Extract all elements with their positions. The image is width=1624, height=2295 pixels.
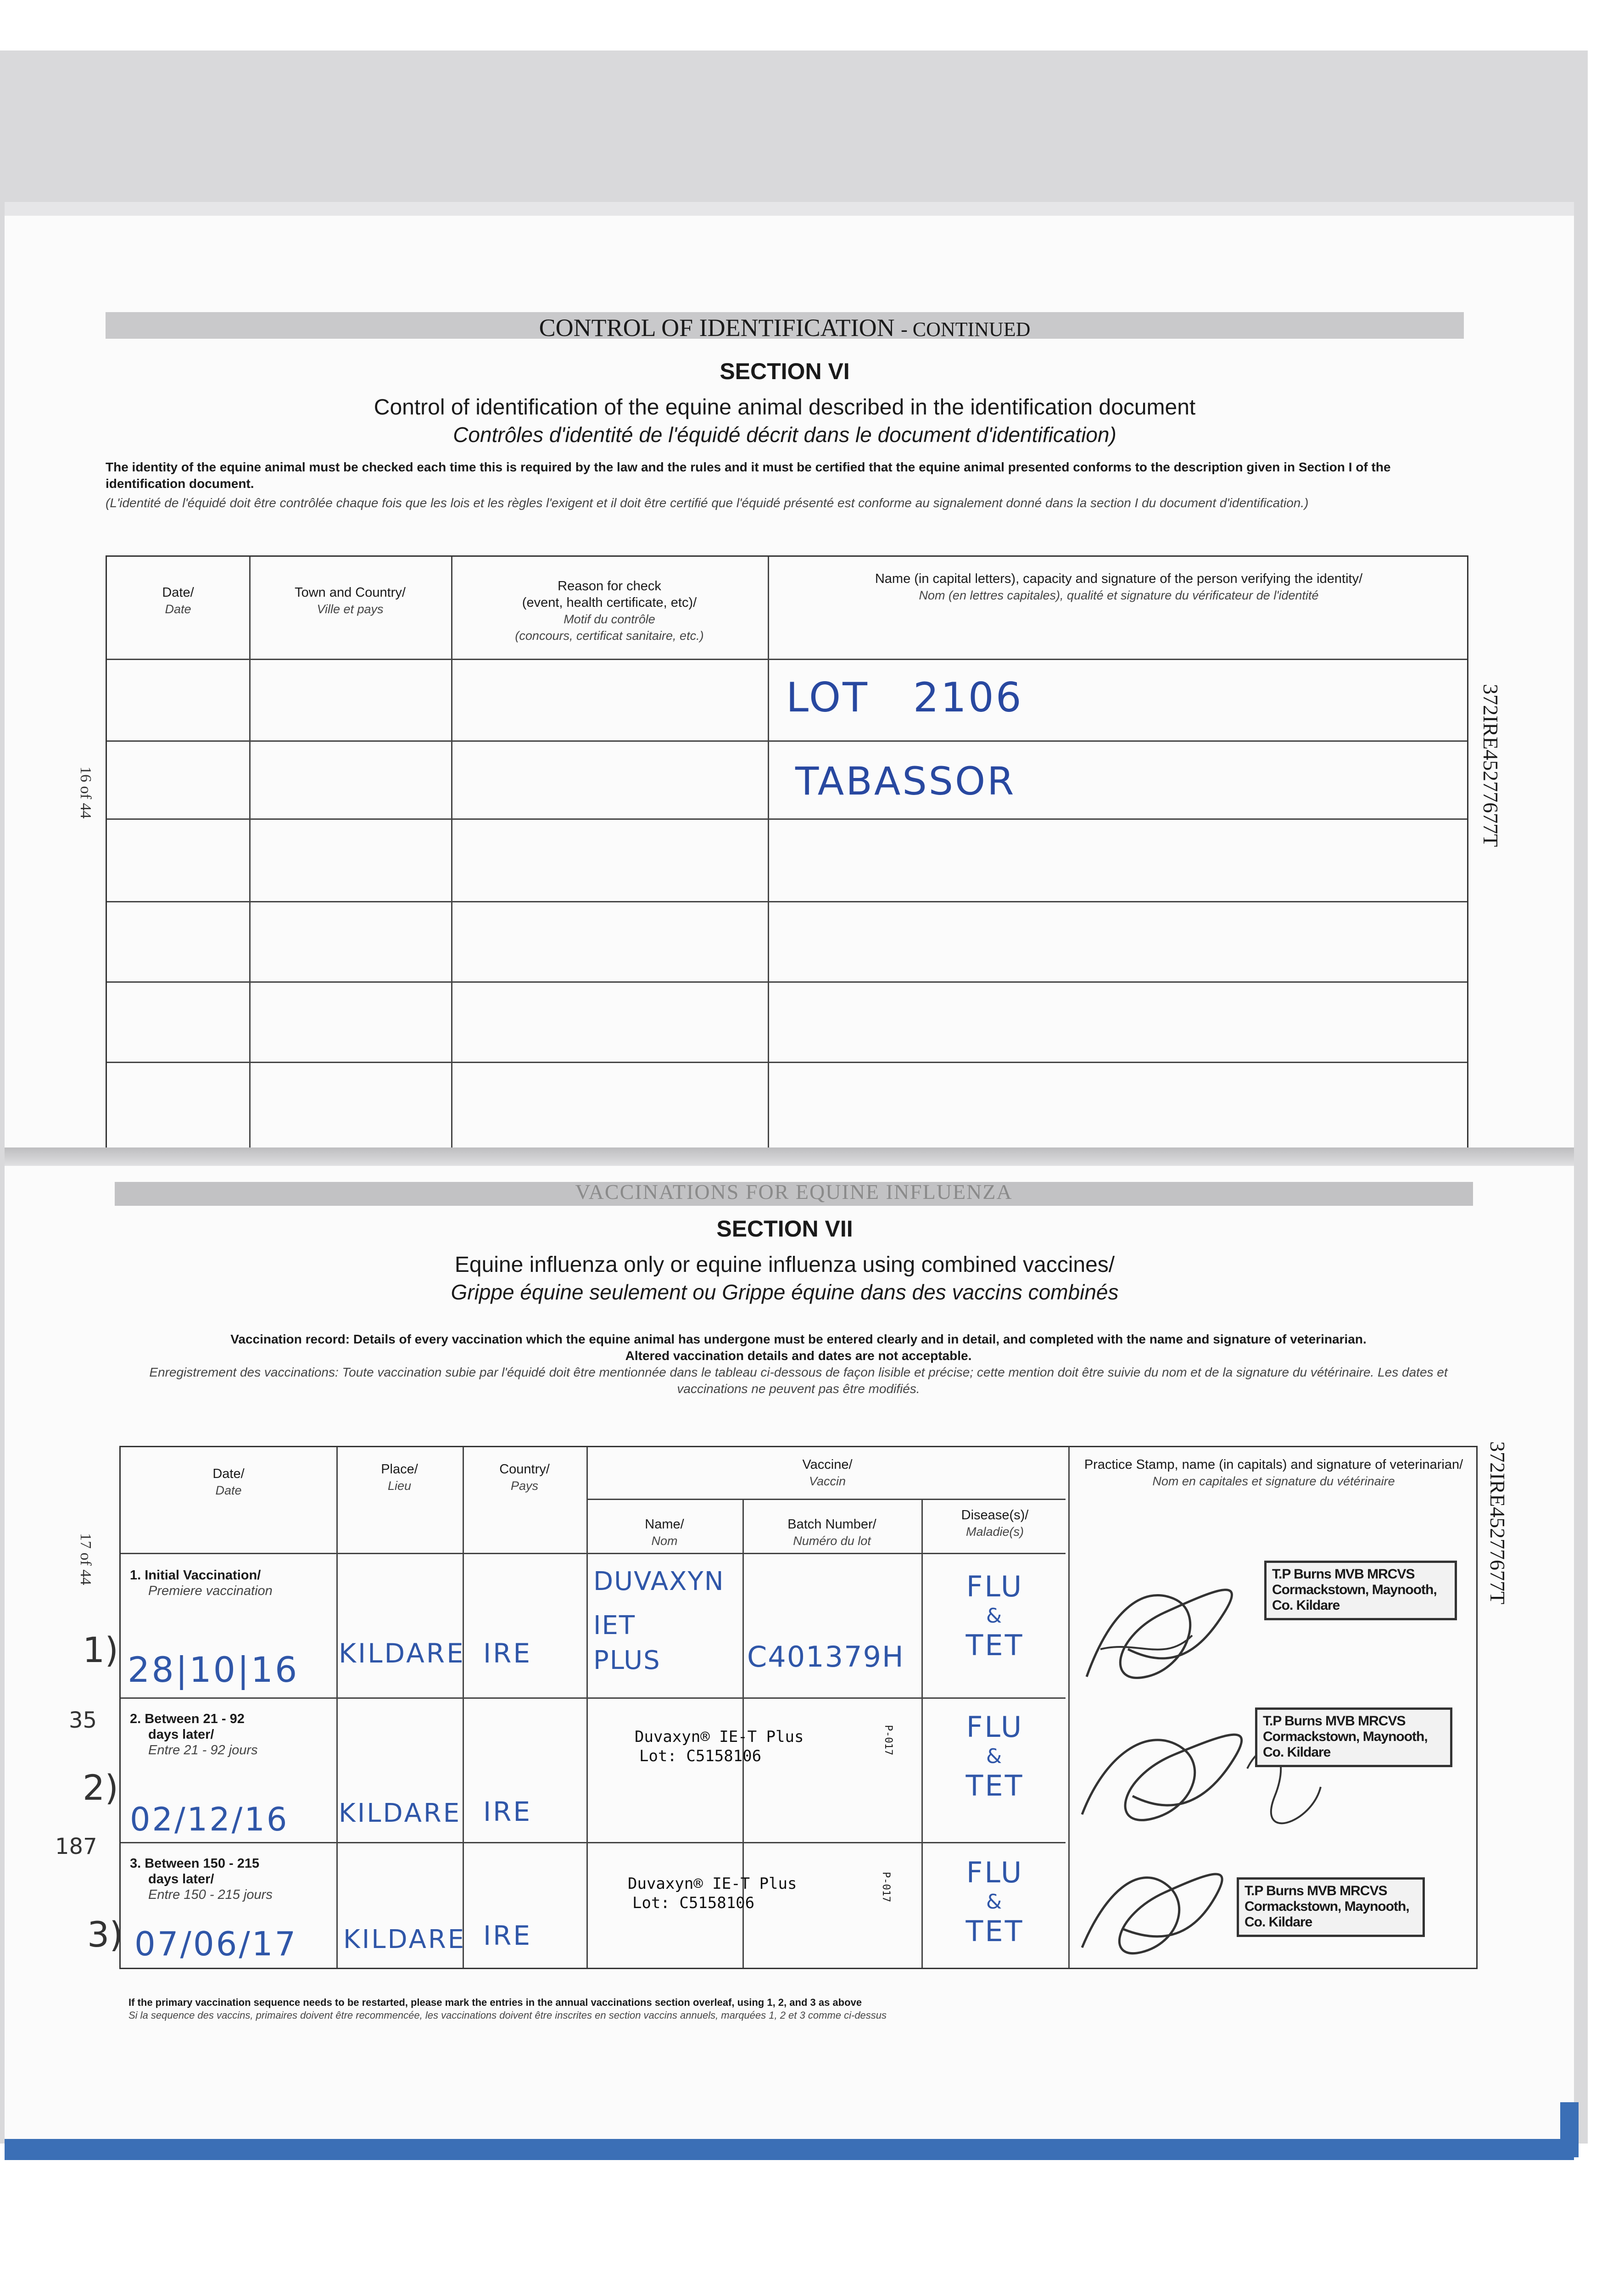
header-batch-number: Batch Number/ Numéro du lot <box>787 1517 876 1548</box>
booklet-cover-side <box>1560 2102 1579 2157</box>
section-vii-instructions-fr: Enregistrement des vaccinations: Toute vaccination subie par l'équidé doit être mentionnée dans le tableau ci-dessous de façon lisible et précise; cette mention doit être suivie du nom et de la signature du vétérinaire. Les dates et vaccinations ne peuvent pas être modifiés. <box>149 1365 1448 1396</box>
section-vi-label: SECTION VI <box>720 358 850 384</box>
header-town-country: Town and Country/ Ville et pays <box>295 585 406 616</box>
header-name-signature: Name (in capital letters), capacity and signature of the person verifying the identity/ Nom (en lettres capitales), qualité et signature du vérificateur de l'identité <box>875 571 1363 602</box>
row-2-lot-code: P-017 <box>882 1725 894 1756</box>
header-vaccine: Vaccine/ Vaccin <box>802 1457 853 1488</box>
section-vi-instructions-fr: (L'identité de l'équidé doit être contrôlée chaque fois que les lois et les règles l'exigent et il doit être certifié que l'équidé présenté est conforme au signalement donné dans la section I du document d'identification.) <box>106 496 1309 510</box>
practice-stamp-1: T.P Burns MVB MRCVS Cormackstown, Maynooth, Co. Kildare <box>1264 1561 1457 1620</box>
header-vaccine-name: Name/ Nom <box>645 1517 684 1548</box>
booklet-cover-edge <box>5 2139 1574 2160</box>
row-1-entry: LOT 2106 <box>786 674 1023 721</box>
header-vaccination-date: Date/ Date <box>212 1467 245 1497</box>
veterinarian-signature-3 <box>1073 1847 1247 1966</box>
header-place: Place/ Lieu <box>381 1462 418 1493</box>
section-vii-footer: If the primary vaccination sequence needs to be restarted, please mark the entries in the annual vaccinations section overleaf, using 1, 2, and 3 as above <box>128 1997 862 2008</box>
margin-note-187: 187 <box>55 1834 97 1859</box>
header-date: Date/ Date <box>162 585 194 616</box>
section-vi-instructions: The identity of the equine animal must be checked each time this is required by the law and the rules and it must be certified that the equine animal presented conforms to the description given in Section I of the identification document. <box>106 460 1391 491</box>
row-3-place: KILDARE <box>343 1925 466 1954</box>
veterinarian-signature-1 <box>1073 1557 1266 1695</box>
section-vii-instructions: Vaccination record: Details of every vaccination which the equine animal has undergone must be entered clearly and in detail, and completed with the name and signature of veterinarian. Altered vaccination details and dates are not acceptable. <box>230 1332 1367 1363</box>
row-2-date: 02/12/16 <box>130 1801 289 1838</box>
row-2-country: IRE <box>483 1796 532 1827</box>
page-number-17: 17 of 44 <box>77 1533 94 1585</box>
row-3-lot-code: P-017 <box>880 1872 892 1903</box>
row-1-diseases: FLU & TET <box>965 1570 1024 1662</box>
row-2-label: 2. Between 21 - 92 days later/ Entre 21 - 92 jours <box>130 1712 258 1758</box>
section-vii-title-fr: Grippe équine seulement ou Grippe équine dans des vaccins combinés <box>451 1280 1119 1304</box>
page-number-16: 16 of 44 <box>77 767 94 819</box>
row-2-diseases: FLU & TET <box>965 1710 1024 1802</box>
section-vii-footer-fr: Si la sequence des vaccins, primaires doivent être recommencée, les vaccinations doivent être inscrites en section vaccins annuels, marquées 1, 2 et 3 comme ci-dessus <box>128 2010 887 2021</box>
row-3-vaccine-stamp: Duvaxyn® IE-T Plus Lot: C5158106 <box>628 1875 797 1912</box>
page-edge-top <box>5 202 1574 216</box>
side-code-top: 372IRE45277677T <box>1479 684 1502 847</box>
header-reason: Reason for check (event, health certificate, etc)/ Motif du contrôle (concours, certificat sanitaire, etc.) <box>515 579 704 643</box>
fold-shadow <box>5 1148 1574 1166</box>
practice-stamp-2: T.P Burns MVB MRCVS Cormackstown, Maynooth, Co. Kildare <box>1255 1707 1452 1767</box>
section-vii-label: SECTION VII <box>716 1216 853 1242</box>
row-2-vaccine-stamp: Duvaxyn® IE-T Plus Lot: C5158106 <box>635 1728 804 1765</box>
row-1-date: 28|10|16 <box>128 1649 299 1690</box>
section-vi-title: Control of identification of the equine animal described in the identification document <box>374 395 1196 420</box>
section-vii-title: Equine influenza only or equine influenza using combined vaccines/ <box>454 1253 1115 1277</box>
row-3-diseases: FLU & TET <box>965 1856 1024 1948</box>
margin-note-35: 35 <box>69 1707 97 1733</box>
section-vi-title-fr: Contrôles d'identité de l'équidé décrit dans le document d'identification) <box>453 423 1116 447</box>
margin-number-3: 3) <box>87 1914 123 1955</box>
row-3-country: IRE <box>483 1920 532 1951</box>
row-1-country: IRE <box>483 1638 532 1669</box>
margin-number-1: 1) <box>83 1629 119 1670</box>
row-1-batch: C401379H <box>747 1640 904 1674</box>
row-1-place: KILDARE <box>339 1638 465 1669</box>
row-2-place: KILDARE <box>339 1798 462 1828</box>
header-diseases: Disease(s)/ Maladie(s) <box>961 1508 1029 1539</box>
margin-number-2: 2) <box>83 1767 119 1808</box>
row-2-entry: TABASSOR <box>795 759 1016 804</box>
section-vi-table <box>106 555 1468 1157</box>
practice-stamp-3: T.P Burns MVB MRCVS Cormackstown, Maynooth, Co. Kildare <box>1237 1877 1425 1937</box>
row-3-label: 3. Between 150 - 215 days later/ Entre 150 - 215 jours <box>130 1856 273 1902</box>
header-practice-stamp: Practice Stamp, name (in capitals) and signature of veterinarian/ Nom en capitales et signature du vétérinaire <box>1084 1457 1463 1488</box>
row-1-vaccine: DUVAXYN IET PLUS <box>593 1567 725 1675</box>
row-1-label: 1. Initial Vaccination/ Premiere vaccination <box>130 1568 273 1598</box>
side-code-bottom: 372IRE45277677T <box>1486 1441 1509 1605</box>
section-vi-band-title: CONTROL OF IDENTIFICATION - CONTINUED <box>539 314 1031 341</box>
header-country: Country/ Pays <box>499 1462 550 1493</box>
row-3-date: 07/06/17 <box>134 1925 298 1963</box>
section-vii-band-title: VACCINATIONS FOR EQUINE INFLUENZA <box>575 1180 1013 1203</box>
